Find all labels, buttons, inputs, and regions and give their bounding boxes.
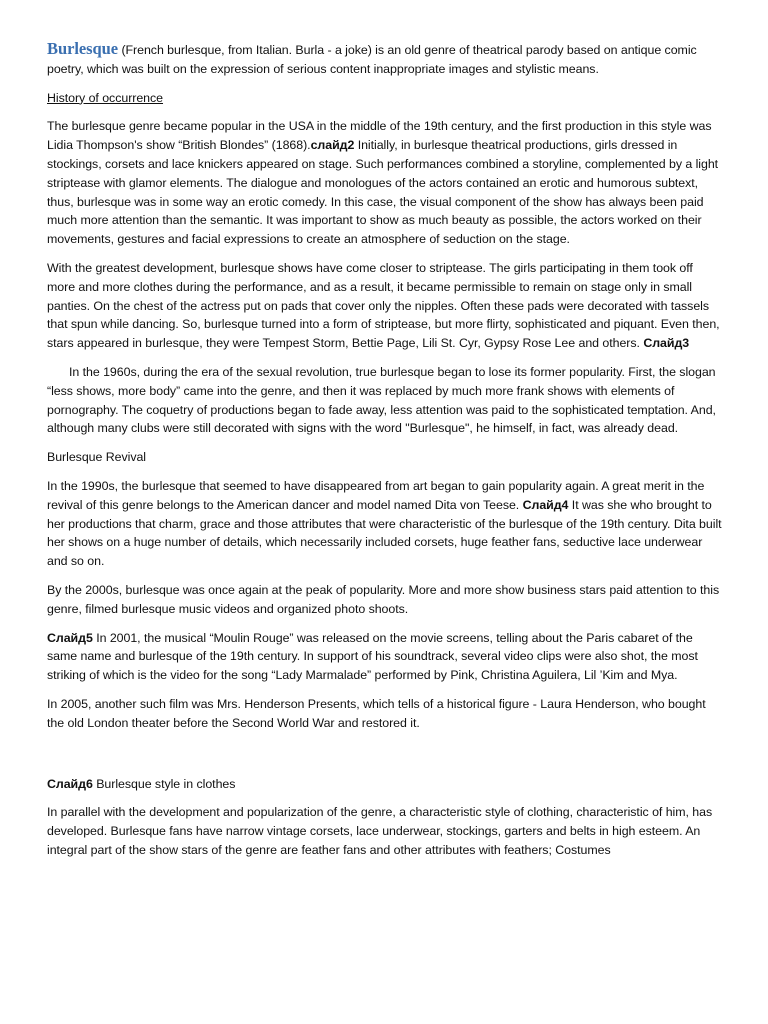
paragraph-striptease-text: With the greatest development, burlesque shows have come closer to striptease. The girls participating in them took off more and more clothes during the performance, and as a result, it became permissible to remain on stage only in small panties. On the chest of the actress put on pads that cover only the nipples. Often these pads were decorated with tassels that spun while dancing. So, burlesque turned into a form of striptease, but more flirty, sophisticated and piquant. Even then, stars appeared in burlesque, they were Tempest Storm, Bettie Page, Lili St. Cyr, Gypsy Rose Lee and others. (47, 260, 720, 351)
slide-marker-6: Слайд6 (47, 776, 93, 791)
paragraph-origin-text-b: Initially, in burlesque theatrical productions, girls dressed in stockings, corsets and lace knickers appeared on stage. Such performances combined a storyline, complemented by a light striptease with glamor elements. The dialogue and monologues of the actors contained an erotic and humorous subtext, thus, burlesque was in some way an erotic comedy. In this case, the visual component of the show has always been paid much more attention than the semantic. It was important to show as much beauty as possible, the actors worked on their movements, gestures and facial expressions to create an atmosphere of seduction on the stage. (47, 138, 719, 247)
clothes-heading (47, 775, 724, 794)
slide-marker-3: Слайд3 (643, 336, 690, 351)
paragraph-revival-text-b: It was she who brought to her productions that charm, grace and those attributes that were characteristic of the burlesque of the 19th century. Dita built her shows on a huge number of details, which necessarily included corsets, huge feather fans, seductive lace underwear and so on. (47, 497, 722, 569)
history-heading: History of occurrence (47, 90, 164, 105)
intro-paragraph (47, 40, 724, 79)
paragraph-moulin-rouge (47, 629, 724, 685)
paragraph-revival-text-a: In the 1990s, the burlesque that seemed to have disappeared from art began to gain popularity again. A great merit in the revival of this genre belongs to the American dancer and model named Dita von Teese. (47, 478, 705, 512)
paragraph-moulin-rouge-text: In 2001, the musical “Moulin Rouge” was released on the movie screens, telling about the Paris cabaret of the same name and burlesque of the 19th century. In support of his soundtrack, several video clips were also shot, the most striking of which is the video for the song “Lady Marmalade” performed by Pink, Christina Aguilera, Lil ’Kim and Mya. (47, 630, 698, 683)
paragraph-revival (47, 477, 724, 571)
document-title: Burlesque (47, 39, 119, 58)
slide-marker-4: Слайд4 (522, 497, 569, 512)
paragraph-origin (47, 117, 724, 249)
clothes-heading-text: Burlesque style in clothes (92, 776, 236, 791)
paragraph-decline: In the 1960s, during the era of the sexual revolution, true burlesque began to lose its former popularity. First, the slogan “less shows, more body” came into the genre, and then it was replaced by much more frank shows with elements of pornography. The coquetry of productions began to fade away, less attention was paid to the sophisticated temptation. And, although many clubs were still decorated with signs with the word "Burlesque", he himself, in fact, was already dead. (47, 364, 716, 436)
paragraph-origin-text-a: The burlesque genre became popular in the USA in the middle of the 19th century, and the first production in this style was Lidia Thompson's show “British Blondes” (1868). (47, 119, 712, 153)
intro-text: (French burlesque, from Italian. Burla - a joke) is an old genre of theatrical parody based on antique comic poetry, which was built on the expression of serious content inappropriate images and stylistic means. (47, 43, 697, 76)
paragraph-striptease (47, 259, 724, 353)
revival-heading: Burlesque Revival (47, 450, 147, 465)
paragraph-2000s: By the 2000s, burlesque was once again at the peak of popularity. More and more show business stars paid attention to this genre, filmed burlesque music videos and organized photo shoots. (47, 582, 720, 616)
paragraph-henderson: In 2005, another such film was Mrs. Henderson Presents, which tells of a historical figure - Laura Henderson, who bought the old London theater before the Second World War and restored it. (47, 696, 706, 730)
slide-marker-2: слайд2 (310, 138, 355, 153)
paragraph-clothing-style: In parallel with the development and popularization of the genre, a characteristic style of clothing, characteristic of him, has developed. Burlesque fans have narrow vintage corsets, lace underwear, stockings, garters and belts in high esteem. An integral part of the show stars of the genre are feather fans and other attributes with feathers; Costumes (47, 805, 713, 857)
slide-marker-5: Слайд5 (47, 630, 93, 645)
